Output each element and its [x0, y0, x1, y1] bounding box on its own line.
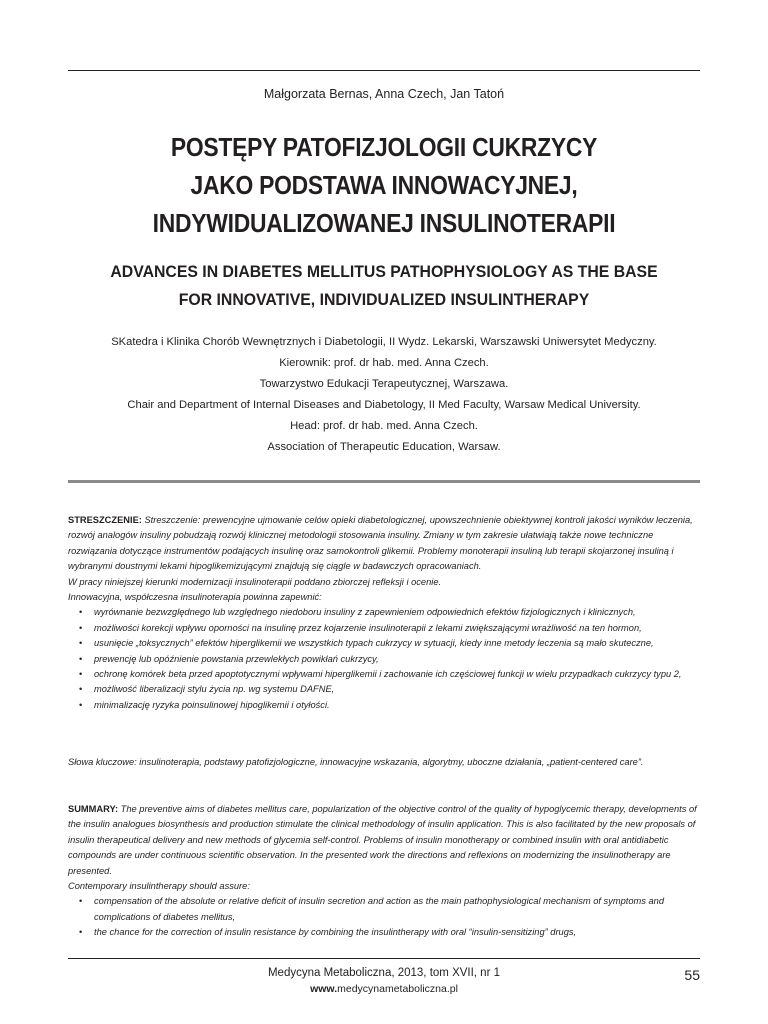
bullet-icon: • — [79, 699, 83, 710]
affiliation-line: SKatedra i Klinika Chorób Wewnętrznych i Diabetologii, II Wydz. Lekarski, Warszawski Uniwersytet Medyczny. — [111, 336, 657, 348]
abstract-polish-para3: Innowacyjna, współczesna insulinoterapia powinna zapewnić: — [68, 592, 322, 603]
page-number: 55 — [684, 967, 700, 983]
abstract-polish — [68, 513, 700, 713]
list-item — [68, 667, 700, 682]
keywords: Słowa kluczowe: insulinoterapia, podstawy patofizjologiczne, innowacyjne wskazania, algorytmy, uboczne działania, „patient-centered care”. — [68, 757, 644, 767]
abstract-english-para2: Contemporary insulintherapy should assure: — [68, 881, 250, 892]
abstract-english-paragraph — [68, 802, 700, 879]
bullet-icon: • — [79, 669, 83, 680]
list-item — [68, 682, 700, 697]
abstract-english-heading: SUMMARY: — [68, 804, 119, 814]
list-item-text: możliwość liberalizacji stylu życia np. wg systemu DAFNE, — [94, 684, 335, 695]
abstract-polish-paragraph — [68, 513, 700, 575]
title-polish-line: JAKO PODSTAWA INNOWACYJNEJ, — [190, 170, 578, 200]
title-polish-line: POSTĘPY PATOFIZJOLOGII CUKRZYCY — [170, 132, 598, 162]
list-item — [68, 894, 700, 925]
abstract-polish-para2: W pracy niniejszej kierunki modernizacji insulinoterapii poddano zbiorczej refleksji i ocenie. — [68, 576, 442, 587]
list-item-text: wyrównanie bezwzględnego lub względnego niedoboru insuliny z zapewnieniem odpowiednich efektów fizjologicznych i klinicznych, — [94, 607, 636, 618]
bullet-icon: • — [79, 684, 83, 695]
list-item-text: the chance for the correction of insulin resistance by combining the insulintherapy with oral “insulin-sensitizing” drugs, — [94, 927, 577, 938]
bullet-icon: • — [79, 927, 83, 938]
abstract-english — [68, 802, 700, 941]
list-item — [68, 605, 700, 620]
abstract-english-list — [68, 894, 700, 940]
affiliations — [68, 332, 700, 458]
journal-citation: Medycyna Metaboliczna, 2013, tom XVII, nr 1 — [267, 967, 501, 979]
affiliation-line: Head: prof. dr hab. med. Anna Czech. — [290, 420, 478, 432]
footer-rule — [68, 958, 700, 959]
abstract-polish-list — [68, 605, 700, 713]
affiliation-line: Association of Therapeutic Education, Warsaw. — [267, 441, 501, 453]
title-english-line: ADVANCES IN DIABETES MELLITUS PATHOPHYSIOLOGY AS THE BASE — [110, 262, 658, 281]
abstract-polish-text: Streszczenie: prewencyjne ujmowanie celów opieki diabetologicznej, upowszechnienie obiektywnej kontroli jakości wyników leczenia, rozwój analogów insuliny pobudzają rozwój klinicznej metodologii stosowania insuliny. Zmiany w tym zakresie ułatwiają także nowe techniczne rozwiązania dotyczące instrumentów podających insulinę oraz samokontroli glikemii. Problemy monoterapii insuliną lub terapii skojarzonej insuliną i wybranymi doustnymi lekami hipoglikemizującymi znajdują się ciągle w badawczych opracowaniach. — [68, 515, 693, 572]
title-polish — [106, 128, 662, 242]
bullet-icon: • — [79, 638, 83, 649]
title-polish-line: INDYWIDUALIZOWANEJ INSULINOTERAPII — [152, 208, 616, 238]
bullet-icon: • — [79, 622, 83, 633]
section-divider — [68, 480, 700, 483]
list-item-text: możliwości korekcji wpływu oporności na insulinę przez kojarzenie insulinoterapii z lekami zwiększającymi wrażliwość na ten hormon, — [94, 622, 642, 633]
list-item-text: compensation of the absolute or relative deficit of insulin secretion and action as the main pathophysiological mechanism of symptoms and complications of diabetes mellitus, — [94, 896, 665, 922]
list-item — [68, 652, 700, 667]
list-item-text: usunięcie „toksycznych” efektów hiperglikemii we wszystkich typach cukrzycy w sytuacji, kiedy inne metody leczenia są mało skuteczne, — [94, 638, 654, 649]
header-rule — [68, 70, 700, 71]
title-english — [90, 258, 678, 314]
website-domain: medycynametaboliczna.pl — [337, 983, 458, 995]
list-item-text: minimalizację ryzyka poinsulinowej hipoglikemii i otyłości. — [94, 699, 330, 710]
title-english-line: FOR INNOVATIVE, INDIVIDUALIZED INSULINTHERAPY — [178, 290, 590, 309]
list-item — [68, 636, 700, 651]
list-item-text: prewencję lub opóźnienie powstania przewlekłych powikłań cukrzycy, — [94, 653, 379, 664]
bullet-icon: • — [79, 896, 83, 907]
affiliation-line: Towarzystwo Edukacji Terapeutycznej, Warszawa. — [259, 378, 509, 390]
bullet-icon: • — [79, 607, 83, 618]
list-item — [68, 698, 700, 713]
website-link[interactable] — [68, 983, 700, 995]
authors: Małgorzata Bernas, Anna Czech, Jan Tatoń — [263, 87, 505, 101]
list-item — [68, 925, 700, 940]
list-item-text: ochronę komórek beta przed apoptotycznymi wpływami hiperglikemii i zachowanie ich częściowej funkcji w wielu przypadkach cukrzycy typu 2, — [94, 669, 682, 680]
list-item — [68, 621, 700, 636]
affiliation-line: Chair and Department of Internal Diseases and Diabetology, II Med Faculty, Warsaw Medical University. — [127, 399, 641, 411]
bullet-icon: • — [79, 653, 83, 664]
website-prefix: www. — [310, 983, 338, 995]
affiliation-line: Kierownik: prof. dr hab. med. Anna Czech. — [279, 357, 489, 369]
abstract-polish-heading: STRESZCZENIE: — [68, 515, 142, 525]
abstract-english-text: The preventive aims of diabetes mellitus care, popularization of the objective control of the quality of hypoglycemic therapy, developments of the insulin analogues biosynthesis and production stimulate the clinical methodology of insulin application. This is also facilitated by the new proposals of insulin therapeutical delivery and new methods of glycemia self-control. Problems of insulin monotherapy or combined insulin with oral antidiabetic compounds are under continuous scientific observation. In the presented work the directions and reflexions on modernizing the insulinotherapy are presented. — [68, 804, 697, 876]
